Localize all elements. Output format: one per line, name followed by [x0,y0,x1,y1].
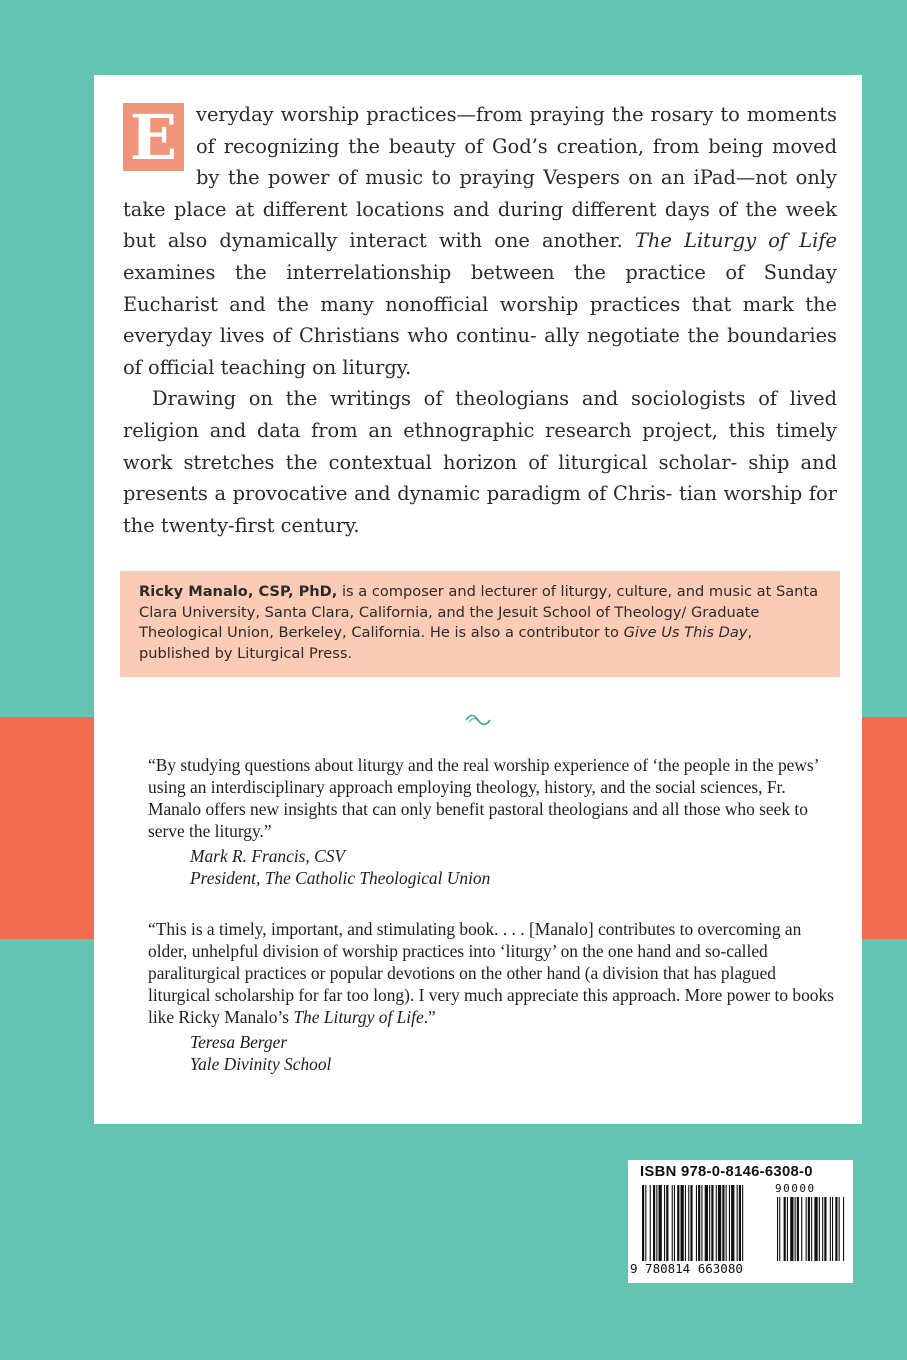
addon-bar [814,1197,817,1261]
barcode-bar [739,1185,741,1261]
endorsement-2-affiliation: Yale Divinity School [190,1054,332,1074]
author-name: Ricky Manalo, CSP, PhD, [139,583,338,600]
addon-bar [779,1197,780,1261]
endorsement-1-text: “By studying questions about liturgy and the real worship experience of ‘the people in the pews’ using an interdisciplinary approach employing theology, history, and the social sciences, Fr. Manalo offers new insights that can only benefit pastoral theologians and all those who seek to serve the liturgy.” [148,755,819,841]
addon-bar [806,1197,807,1261]
author-bio-box: Ricky Manalo, CSP, PhD, is a composer and lecturer of liturgy, culture, and music at Santa Clara University, Santa Clara, California, and the Jesuit School of Theology/ Graduate Theological Union, Berkeley, California. He is also a contributor to Give Us This Day, published by Liturgical Press. [120,571,840,677]
barcode-bar [701,1185,702,1261]
barcode-bar [688,1185,689,1261]
barcode-bar [698,1185,700,1261]
back-cover-panel [94,75,862,1124]
endorsement-2-author: Teresa Berger [190,1032,288,1052]
addon-bar [830,1197,831,1261]
addon-bar [824,1197,826,1261]
barcode-bar [664,1185,665,1261]
addon-bar [797,1197,799,1261]
barcode-bar [642,1185,644,1261]
endorsement-1 [148,754,838,889]
addon-bar [795,1197,796,1261]
book-description [123,99,837,541]
description-paragraph-1: E veryday worship practices—from praying the rosary to moments of recognizing the beauty of God’s creation, from being moved by the power of music to praying Vespers on an iPad—not only take place at different locations and during different days of the week but also dynamically interact with one another. The Liturgy of Life examines the interrelationship between the practice of Sunday Eucharist and the many nonofficial worship practices that mark the everyday lives of Christians who continu- ally negotiate the boundaries of official teaching on liturgy. [123,101,838,379]
barcode-bar [645,1185,646,1261]
barcode-bar [711,1185,713,1261]
barcode-bar [681,1185,684,1261]
barcode-bar [696,1185,697,1261]
description-paragraph-2: Drawing on the writings of theologians and sociologists of lived religion and data from an ethnographic research project, this timely work stretches the contextual horizon of liturgical scholar- ship and presents a provocative and dynamic paradigm of Chris- tian worship for the twenty-first century. [123,387,837,537]
addon-bar [811,1197,812,1261]
addon-bar [808,1197,810,1261]
addon-bar [777,1197,778,1261]
barcode-bar [718,1185,721,1261]
barcode-bar [737,1185,738,1261]
addon-bar [790,1197,793,1261]
drop-cap: E [123,103,184,171]
barcode-bar [731,1185,734,1261]
addon-bar [839,1197,840,1261]
barcode-bar [729,1185,730,1261]
swash-ornament-icon [464,713,492,727]
addon-bar [784,1197,786,1261]
book-title-italic: The Liturgy of Life [635,229,837,253]
addon-bar [832,1197,833,1261]
publication-title: Give Us This Day [623,624,748,641]
endorsement-2-book-title: Liturgy of Life [323,1007,424,1027]
barcode-bar [672,1185,673,1261]
barcode-bar [656,1185,657,1261]
isbn-barcode [628,1160,853,1283]
barcode-bar [716,1185,717,1261]
barcode-bar [650,1185,651,1261]
addon-bar [835,1197,837,1261]
addon-bar [787,1197,788,1261]
barcode-bar [709,1185,710,1261]
endorsement-2-text: “This is a timely, important, and stimulating book. . . . [Manalo] contributes to overcoming an older, unhelpful division of worship practices into ‘liturgy’ on the one hand and so-called paraliturgical practices or popular devotions on the other hand (a division that has plagued liturgical scholarship for far too long). I very much appreciate this approach. More power to books like Ricky Manalo’s The Liturgy of Life.” [148,919,834,1027]
barcode-bar [705,1185,708,1261]
barcode-bar [722,1185,724,1261]
barcode-bar [674,1185,675,1261]
addon-digits: 90000 [775,1182,816,1195]
barcode-bar [685,1185,686,1261]
barcode-bar [653,1185,655,1261]
barcode-bar [659,1185,662,1261]
barcode-bar [677,1185,679,1261]
endorsement-1-author: Mark R. Francis, CSV [190,846,346,866]
barcode-bar [666,1185,668,1261]
addon-bar [819,1197,820,1261]
ean-digits: 9 780814 663080 [630,1261,743,1276]
barcode-bars [642,1185,847,1265]
barcode-bar [742,1185,743,1261]
isbn-label: ISBN 978-0-8146-6308-0 [640,1164,813,1180]
barcode-bar [690,1185,692,1261]
addon-bar [801,1197,802,1261]
endorsement-2 [148,918,838,1075]
barcode-bar [726,1185,727,1261]
addon-bar [843,1197,844,1261]
endorsement-1-affiliation: President, The Catholic Theological Union [190,868,491,888]
addon-bar [822,1197,823,1261]
